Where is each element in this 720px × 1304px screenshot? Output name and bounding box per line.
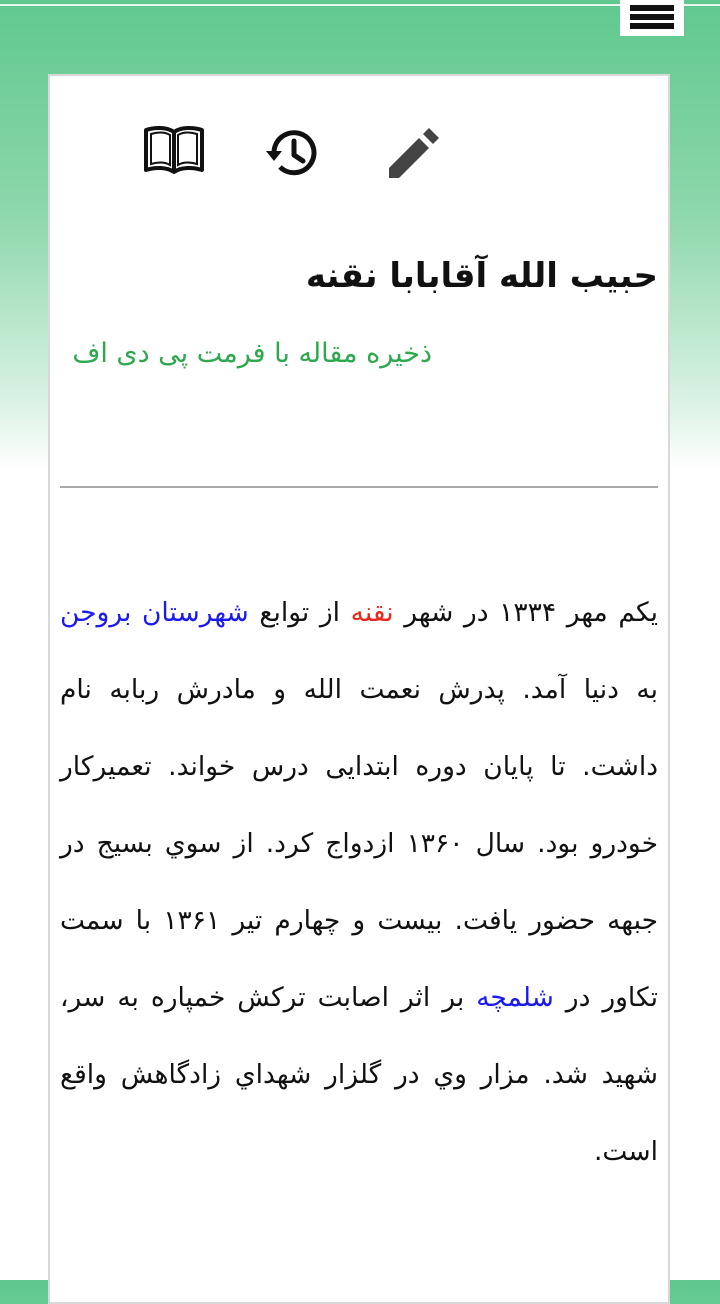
city-link[interactable]: نقنه xyxy=(350,597,394,628)
hamburger-menu-icon xyxy=(630,5,674,11)
article-text: به دنیا آمد. پدرش نعمت الله و مادرش ربابه نام داشت. تا پایان دوره ابتدایی درس خواند. تعمیرکار خودرو بود. سال ۱۳۶۰ ازدواج کرد. از سوي بسیج در جبهه حضور یافت. بیست و چهارم تیر ۱۳۶۱ با سمت تکاور در xyxy=(60,674,658,1013)
article-text: از توابع xyxy=(248,597,351,628)
hamburger-menu-icon-bar xyxy=(630,14,674,20)
hamburger-menu-icon-bar xyxy=(630,23,674,29)
edit-pencil-icon[interactable] xyxy=(385,126,441,182)
article-body xyxy=(60,574,658,1190)
article-text: یکم مهر ۱۳۳۴ در شهر xyxy=(393,597,658,628)
history-icon[interactable] xyxy=(266,126,320,180)
county-link[interactable]: شهرستان بروجن xyxy=(60,597,249,628)
book-icon[interactable] xyxy=(143,124,205,176)
save-pdf-link[interactable]: ذخیره مقاله با فرمت پی دی اف xyxy=(72,338,432,369)
menu-button[interactable] xyxy=(620,0,684,36)
page-title: حبیب الله آقابابا نقنه xyxy=(305,256,658,296)
header-top-line xyxy=(0,4,720,6)
place-link[interactable]: شلمچه xyxy=(476,982,554,1013)
article-card xyxy=(48,74,670,1304)
divider xyxy=(60,486,658,488)
article-text: بر اثر اصابت ترکش خمپاره به سر، شهید شد. مزار وي در گلزار شهداي زادگاهش واقع است. xyxy=(60,982,658,1167)
